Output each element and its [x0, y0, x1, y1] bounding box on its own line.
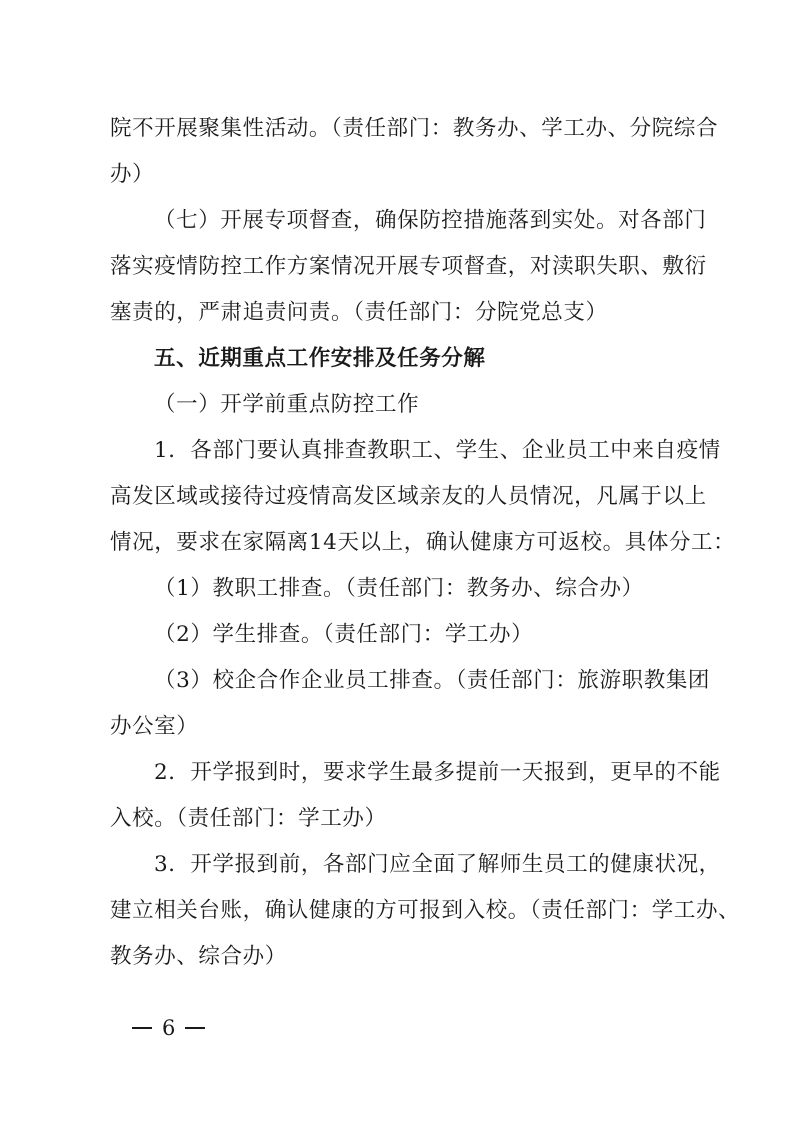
- paragraph-line: 情况，要求在家隔离14天以上，确认健康方可返校。具体分工：: [110, 530, 736, 555]
- list-item: （1）教职工排查。（责任部门：教务办、综合办）: [154, 576, 644, 601]
- paragraph-line: 塞责的，严肃追责问责。（责任部门：分院党总支）: [110, 300, 608, 325]
- paragraph-line: 1．各部门要认真排查教职工、学生、企业员工中来自疫情: [154, 438, 721, 463]
- page-number: 6: [162, 1016, 176, 1040]
- paragraph-line: 建立相关台账，确认健康的方可报到入校。（责任部门：学工办、: [110, 898, 741, 923]
- paragraph-line: 落实疫情防控工作方案情况开展专项督查，对渎职失职、敷衍: [110, 254, 707, 279]
- paragraph-line: 教务办、综合办）: [110, 944, 287, 969]
- subsection-heading: （一）开学前重点防控工作: [154, 392, 420, 417]
- paragraph-line: 办）: [110, 162, 155, 187]
- paragraph-line: （七）开展专项督查，确保防控措施落到实处。对各部门: [154, 208, 707, 233]
- paragraph-line: 办公室）: [110, 714, 199, 739]
- list-item: （2）学生排查。（责任部门：学工办）: [154, 622, 534, 647]
- paragraph-line: 院不开展聚集性活动。（责任部门：教务办、学工办、分院综合: [110, 116, 719, 141]
- list-item: （3）校企合作企业员工排查。（责任部门：旅游职教集团: [154, 668, 711, 693]
- paragraph-line: 高发区域或接待过疫情高发区域亲友的人员情况，凡属于以上: [110, 484, 707, 509]
- section-heading: 五、近期重点工作安排及任务分解: [154, 346, 486, 371]
- dash-left: [132, 1027, 152, 1029]
- paragraph-line: 入校。（责任部门：学工办）: [110, 806, 387, 831]
- paragraph-line: 3．开学报到前，各部门应全面了解师生员工的健康状况，: [154, 852, 721, 877]
- paragraph-line: 2．开学报到时，要求学生最多提前一天报到，更早的不能: [154, 760, 721, 785]
- page-footer: [132, 1013, 222, 1043]
- dash-right: [185, 1027, 205, 1029]
